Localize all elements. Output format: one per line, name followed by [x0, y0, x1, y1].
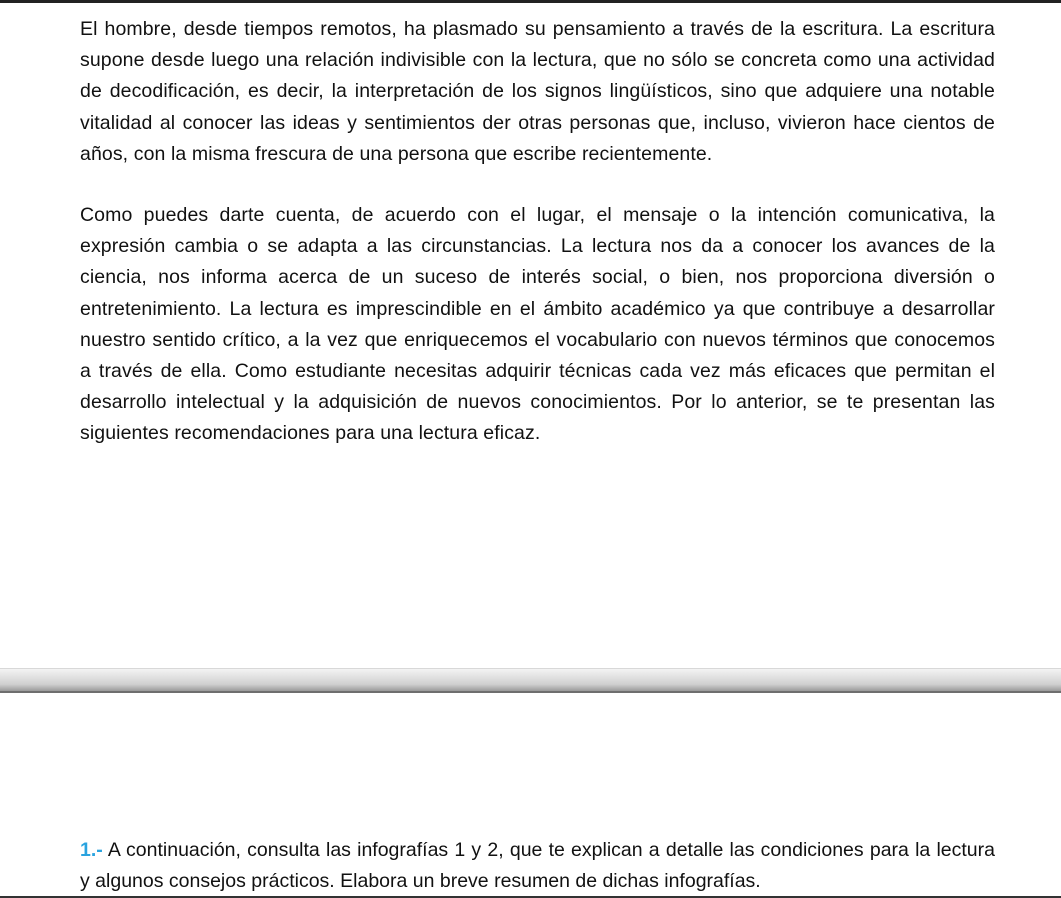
top-border-line: [0, 0, 1061, 3]
paragraph-writing-and-reading: El hombre, desde tiempos remotos, ha plasmado su pensamiento a través de la escritura. La escritura supone desde luego una relación indivisible con la lectura, que no sólo se concreta como una actividad de decodificación, es decir, la interpretación de los signos lingüísticos, sino que adquiere una notable vitalidad al conocer las ideas y sentimientos der otras personas que, incluso, vivieron hace cientos de años, con la misma frescura de una persona que escribe recientemente.: [80, 18, 995, 165]
task-text: A continuación, consulta las infografías 1 y 2, que te explican a detalle las condiciones para la lectura y algunos consejos prácticos. Elabora un breve resumen de dichas infografías.: [80, 839, 995, 893]
task-number: 1.-: [80, 839, 103, 861]
task-instruction: [80, 835, 995, 897]
paragraph-reading-importance: Como puedes darte cuenta, de acuerdo con el lugar, el mensaje o la intención comunicativa, la expresión cambia o se adapta a las circunstancias. La lectura nos da a conocer los avances de la ciencia, nos informa acerca de un suceso de interés social, o bien, nos proporciona diversión o entretenimiento. La lectura es imprescindible en el ámbito académico ya que contribuye a desarrollar nuestro sentido crítico, a la vez que enriquecemos el vocabulario con nuevos términos que conocemos a través de ella. Como estudiante necesitas adquirir técnicas cada vez más eficaces que permitan el desarrollo intelectual y la adquisición de nuevos conocimientos. Por lo anterior, se te presentan las siguientes recomendaciones para una lectura eficaz.: [80, 204, 995, 445]
page-break-separator: [0, 668, 1061, 691]
document-body: [80, 14, 995, 450]
